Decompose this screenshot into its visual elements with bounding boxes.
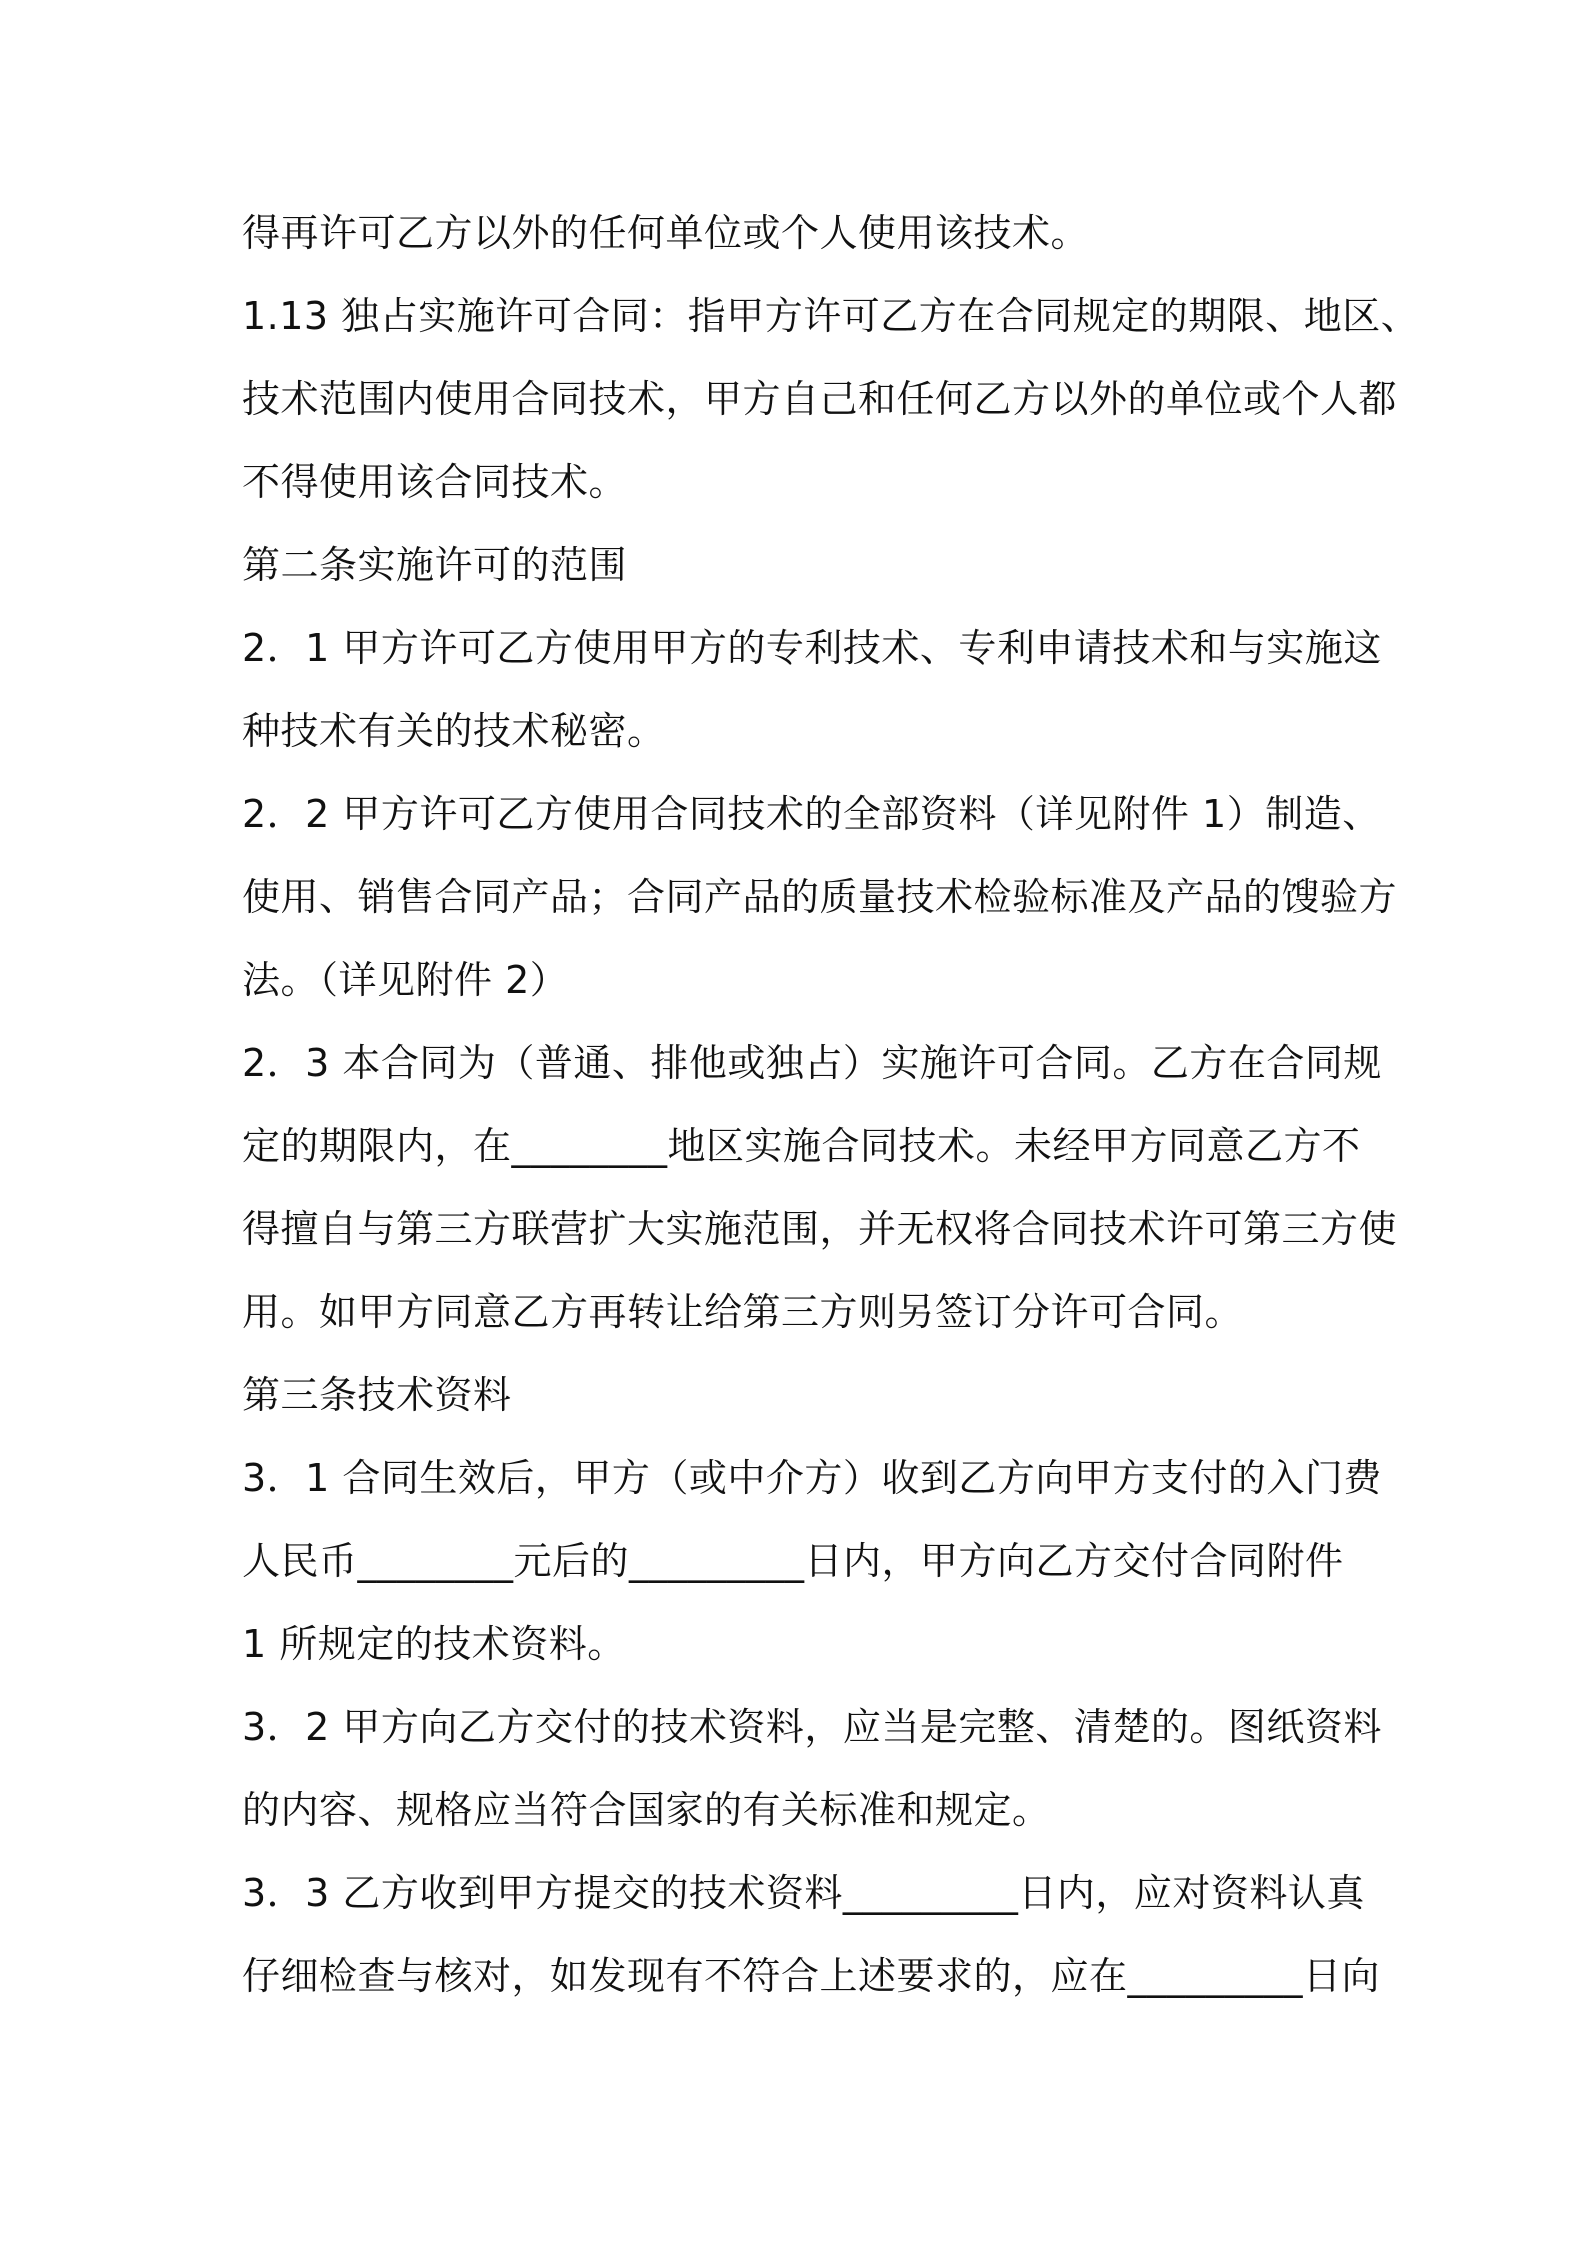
text-line: 2．2 甲方许可乙方使用合同技术的全部资料（详见附件 1）制造、 <box>242 792 1381 836</box>
section-heading: 第三条技术资料 <box>242 1373 512 1417</box>
text-line: 1.13 独占实施许可合同：指甲方许可乙方在合同规定的期限、地区、 <box>242 294 1420 338</box>
text-line: 1 所规定的技术资料。 <box>242 1622 626 1666</box>
text-line: 2．3 本合同为（普通、排他或独占）实施许可合同。乙方在合同规 <box>242 1041 1382 1085</box>
text-line: 3．2 甲方向乙方交付的技术资料，应当是完整、清楚的。图纸资料 <box>242 1705 1382 1749</box>
text-line: 的内容、规格应当符合国家的有关标准和规定。 <box>242 1788 1051 1832</box>
text-line: 用。如甲方同意乙方再转让给第三方则另签订分许可合同。 <box>242 1290 1244 1334</box>
text-line: 使用、销售合同产品；合同产品的质量技术检验标准及产品的馊验方 <box>242 875 1398 919</box>
contract-text-body <box>242 192 1420 2018</box>
text-line: 2．1 甲方许可乙方使用甲方的专利技术、专利申请技术和与实施这 <box>242 626 1382 670</box>
text-line: 技术范围内使用合同技术，甲方自己和任何乙方以外的单位或个人都 <box>242 377 1398 421</box>
text-line: 不得使用该合同技术。 <box>242 460 628 504</box>
text-line: 3．1 合同生效后，甲方（或中介方）收到乙方向甲方支付的入门费 <box>242 1456 1382 1500</box>
section-heading: 第二条实施许可的范围 <box>242 543 628 587</box>
text-line: 得擅自与第三方联营扩大实施范围，并无权将合同技术许可第三方使 <box>242 1207 1398 1251</box>
text-line: 种技术有关的技术秘密。 <box>242 709 666 753</box>
text-line: 法。（详见附件 2） <box>242 958 569 1002</box>
text-line: 得再许可乙方以外的任何单位或个人使用该技术。 <box>242 211 1090 255</box>
text-line: 3．3 乙方收到甲方提交的技术资料_________日内，应对资料认真 <box>242 1871 1365 1915</box>
text-line: 仔细检查与核对，如发现有不符合上述要求的，应在_________日向 <box>242 1954 1381 1998</box>
text-line: 定的期限内，在________地区实施合同技术。未经甲方同意乙方不 <box>242 1124 1361 1168</box>
text-line: 人民币________元后的_________日内，甲方向乙方交付合同附件 <box>242 1539 1344 1583</box>
